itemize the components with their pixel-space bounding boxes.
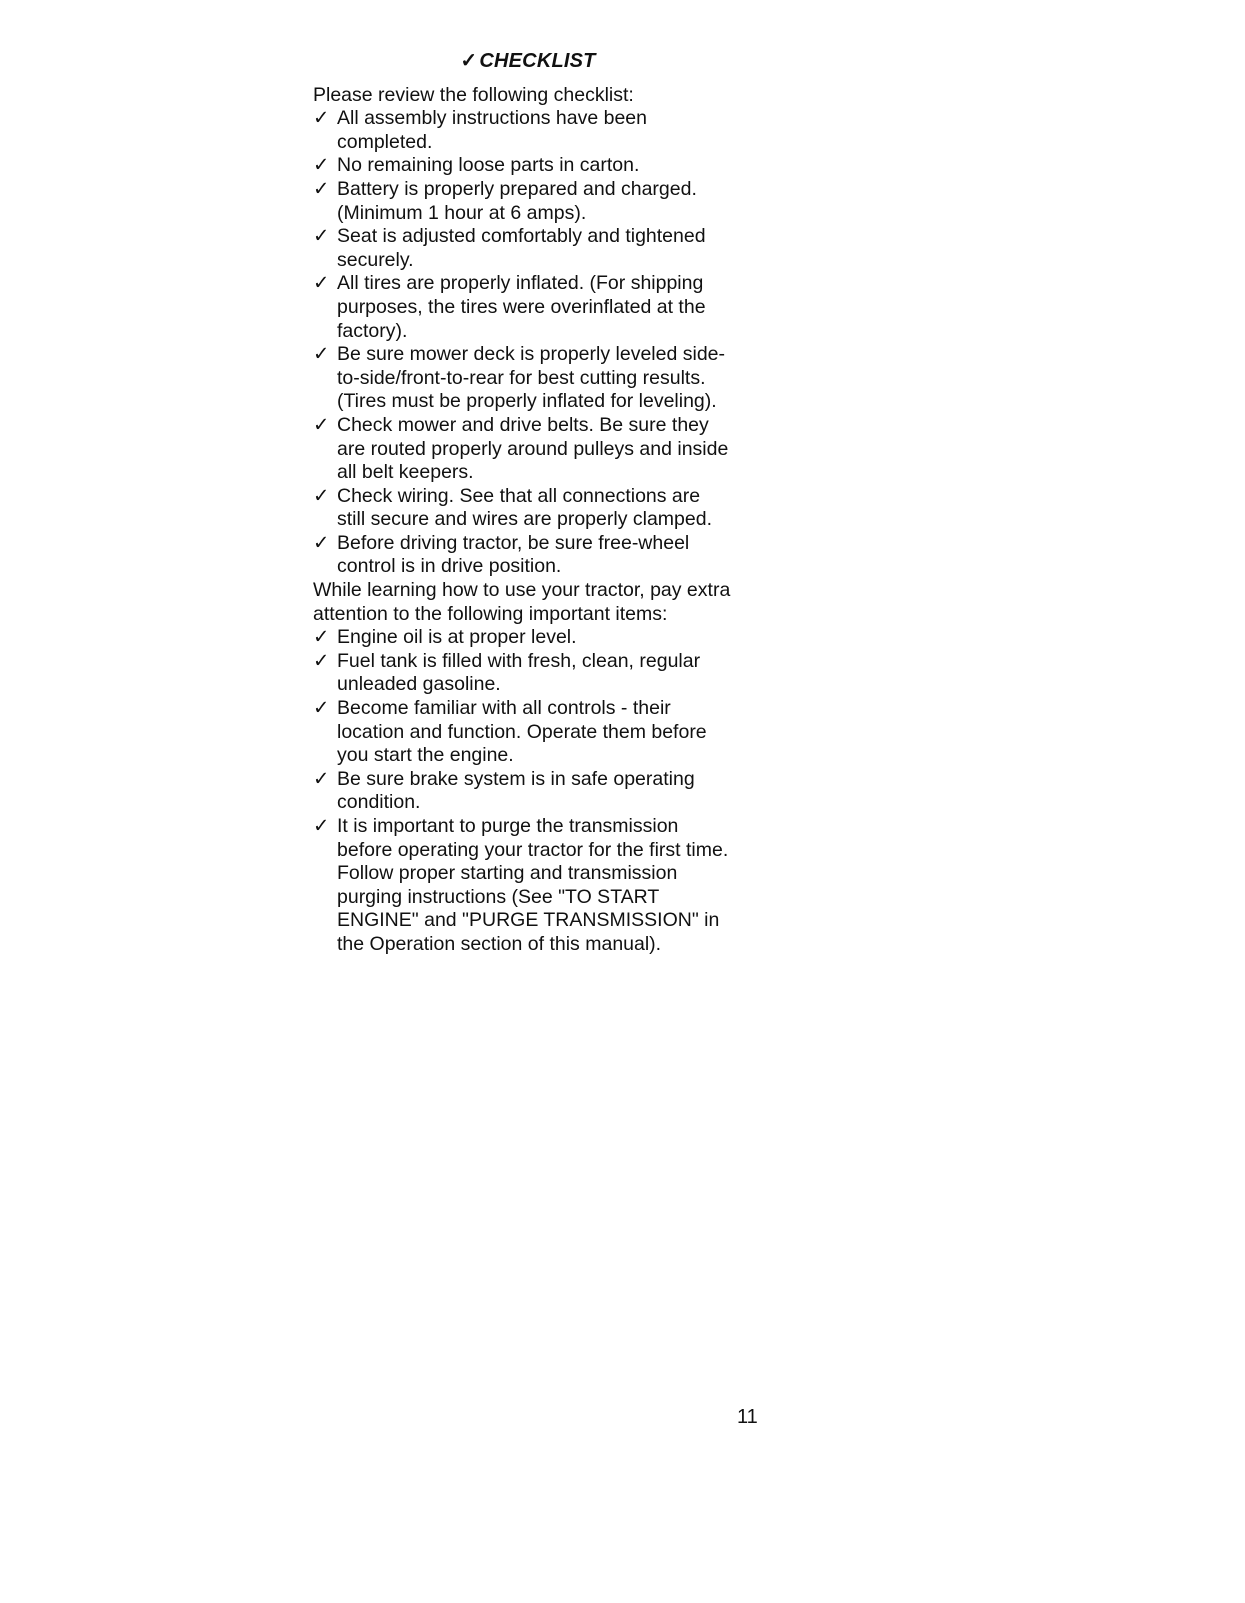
list-item <box>313 225 733 272</box>
list-item <box>313 343 733 414</box>
checkmark-icon: ✓ <box>460 50 478 72</box>
list-item-text: All tires are properly inflated. (For shipping purposes, the tires were overinflated at the factory). <box>337 272 706 342</box>
title-text: CHECKLIST <box>479 50 596 72</box>
intro-text: Please review the following checklist: <box>313 83 634 106</box>
checkmark-icon: ✓ <box>313 272 330 295</box>
important-items-list <box>313 626 733 956</box>
checkmark-icon: ✓ <box>313 413 330 436</box>
learning-intro-text: While learning how to use your tractor, pay extra attention to the following important items: <box>313 579 731 625</box>
list-item-text: It is important to purge the transmission before operating your tractor for the first time. Follow proper starting and transmission purging instructions (See "TO START ENGINE" and "PURGE TRANSMISSION" in the Operation section of this manual). <box>337 815 729 955</box>
list-item-text: All assembly instructions have been completed. <box>337 107 647 153</box>
list-item-text: No remaining loose parts in carton. <box>337 154 640 177</box>
checkmark-icon: ✓ <box>313 225 330 248</box>
page-number: 11 <box>737 1406 758 1428</box>
list-item <box>313 107 733 154</box>
checkmark-icon: ✓ <box>313 484 330 507</box>
list-item-text: Be sure mower deck is properly leveled side-to-side/front-to-rear for best cutting results. (Tires must be properly inflated for leveling). <box>337 343 726 413</box>
list-item <box>313 768 733 815</box>
list-item-text: Check wiring. See that all connections are still secure and wires are properly clamped. <box>337 484 712 531</box>
list-item <box>313 414 733 485</box>
list-item-text: Before driving tractor, be sure free-wheel control is in drive position. <box>337 531 690 578</box>
checkmark-icon: ✓ <box>313 815 330 837</box>
assembly-checklist <box>313 107 733 579</box>
checkmark-icon: ✓ <box>313 626 330 649</box>
list-item-text: Fuel tank is filled with fresh, clean, regular unleaded gasoline. <box>337 649 701 696</box>
checkmark-icon: ✓ <box>313 649 330 672</box>
checkmark-icon: ✓ <box>313 767 330 790</box>
list-item-text: Seat is adjusted comfortably and tightened securely. <box>337 225 706 271</box>
list-item-text: Check mower and drive belts. Be sure they are routed properly around pulleys and inside all belt keepers. <box>337 413 729 484</box>
list-item <box>313 650 733 697</box>
list-item-text: Be sure brake system is in safe operating condition. <box>337 767 695 814</box>
checklist-column <box>313 50 733 957</box>
list-item <box>313 532 733 579</box>
page-title <box>313 50 733 74</box>
checkmark-icon: ✓ <box>313 697 330 720</box>
checkmark-icon: ✓ <box>313 107 330 130</box>
list-item-text: Engine oil is at proper level. <box>337 626 577 649</box>
list-item <box>313 272 733 343</box>
list-item <box>313 178 733 225</box>
list-item <box>313 815 733 957</box>
checkmark-icon: ✓ <box>313 154 330 177</box>
list-item <box>313 154 733 178</box>
checkmark-icon: ✓ <box>313 531 330 554</box>
list-item <box>313 626 733 650</box>
checkmark-icon: ✓ <box>313 177 330 200</box>
list-item-text: Become familiar with all controls - their location and function. Operate them before you start the engine. <box>337 697 707 767</box>
list-item <box>313 485 733 532</box>
checkmark-icon: ✓ <box>313 343 330 366</box>
list-item-text: Battery is properly prepared and charged. (Minimum 1 hour at 6 amps). <box>337 177 697 224</box>
list-item <box>313 697 733 768</box>
